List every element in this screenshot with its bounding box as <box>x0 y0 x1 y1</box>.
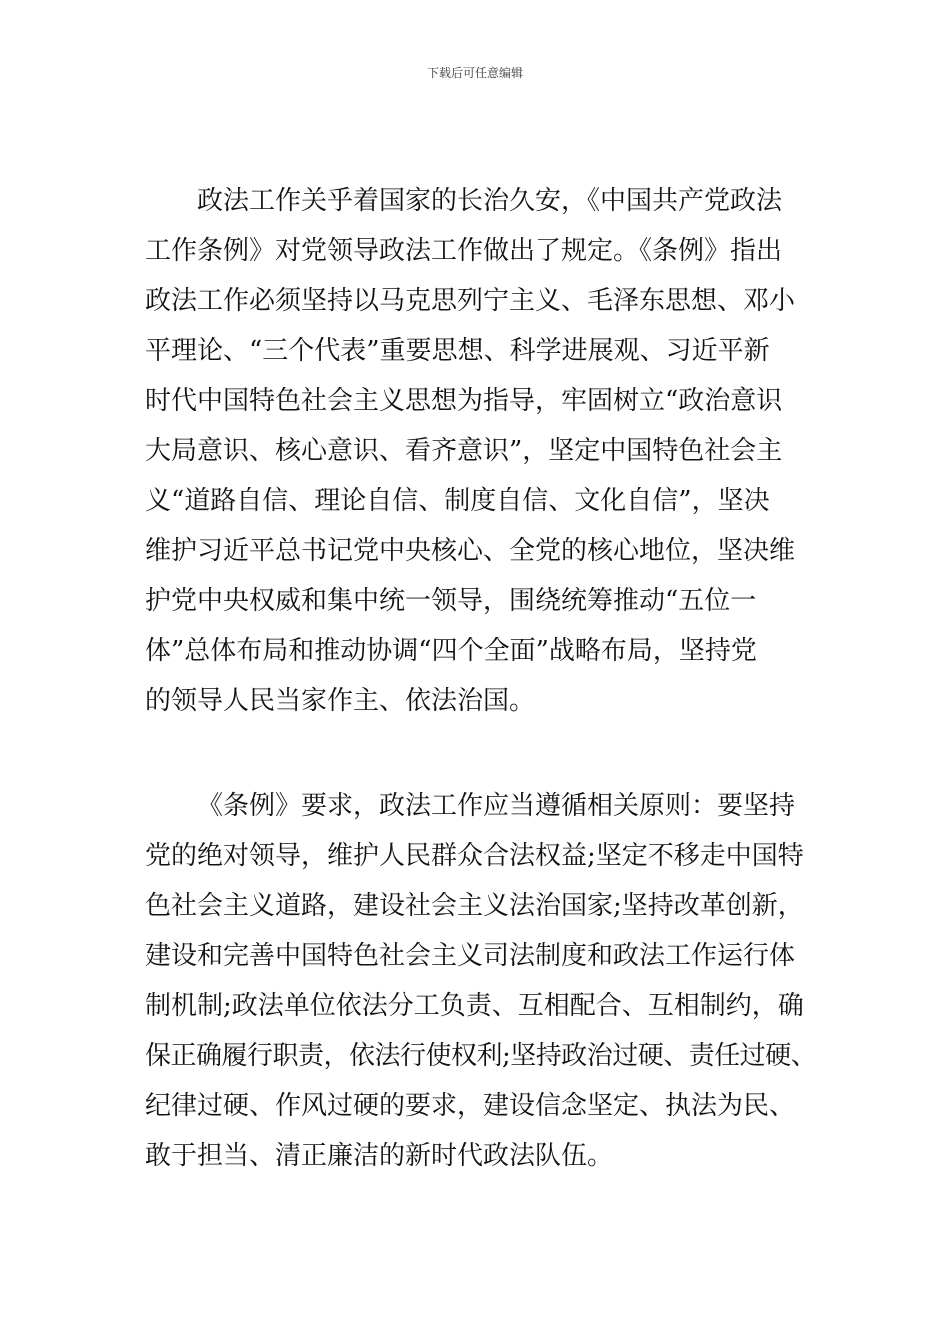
text-line: 工作条例》对党领导政法工作做出了规定。《条例》指出 <box>145 236 783 266</box>
paragraph-1 <box>145 176 810 726</box>
document-body <box>145 176 817 1181</box>
page-header: 下载后可任意编辑 <box>426 66 523 80</box>
text-line: 体”总体布局和推动协调“四个全面”战略布局，坚持党 <box>145 636 757 666</box>
text-line: 平理论、“三个代表”重要思想、科学进展观、习近平新 <box>145 336 770 366</box>
paragraph-2 <box>145 781 817 1181</box>
text-line: 时代中国特色社会主义思想为指导，牢固树立“政治意识 <box>145 386 783 416</box>
text-line: 党的绝对领导，维护人民群众合法权益;坚定不移走中国特 <box>145 841 804 871</box>
text-line: 制机制;政法单位依法分工负责、互相配合、互相制约，确 <box>145 991 804 1021</box>
text-line: 政法工作关乎着国家的长治久安，《中国共产党政法 <box>197 186 783 216</box>
text-line: 建设和完善中国特色社会主义司法制度和政法工作运行体 <box>145 941 796 971</box>
text-line: 义“道路自信、理论自信、制度自信、文化自信”，坚决 <box>145 486 770 516</box>
text-line: 政法工作必须坚持以马克思列宁主义、毛泽东思想、邓小 <box>145 286 796 316</box>
text-line: 大局意识、核心意识、看齐意识”，坚定中国特色社会主 <box>145 436 783 466</box>
text-line: 色社会主义道路，建设社会主义法治国家;坚持改革创新， <box>145 891 804 921</box>
text-line: 的领导人民当家作主、依法治国。 <box>145 686 536 716</box>
text-line: 保正确履行职责，依法行使权利;坚持政治过硬、责任过硬、 <box>145 1041 817 1071</box>
text-line: 纪律过硬、作风过硬的要求，建设信念坚定、执法为民、 <box>145 1091 796 1121</box>
text-line: 维护习近平总书记党中央核心、全党的核心地位，坚决维 <box>145 536 796 566</box>
text-line: 《条例》要求，政法工作应当遵循相关原则：要坚持 <box>197 791 796 821</box>
text-line: 护党中央权威和集中统一领导，围绕统筹推动“五位一 <box>145 586 757 616</box>
text-line: 敢于担当、清正廉洁的新时代政法队伍。 <box>145 1141 614 1171</box>
